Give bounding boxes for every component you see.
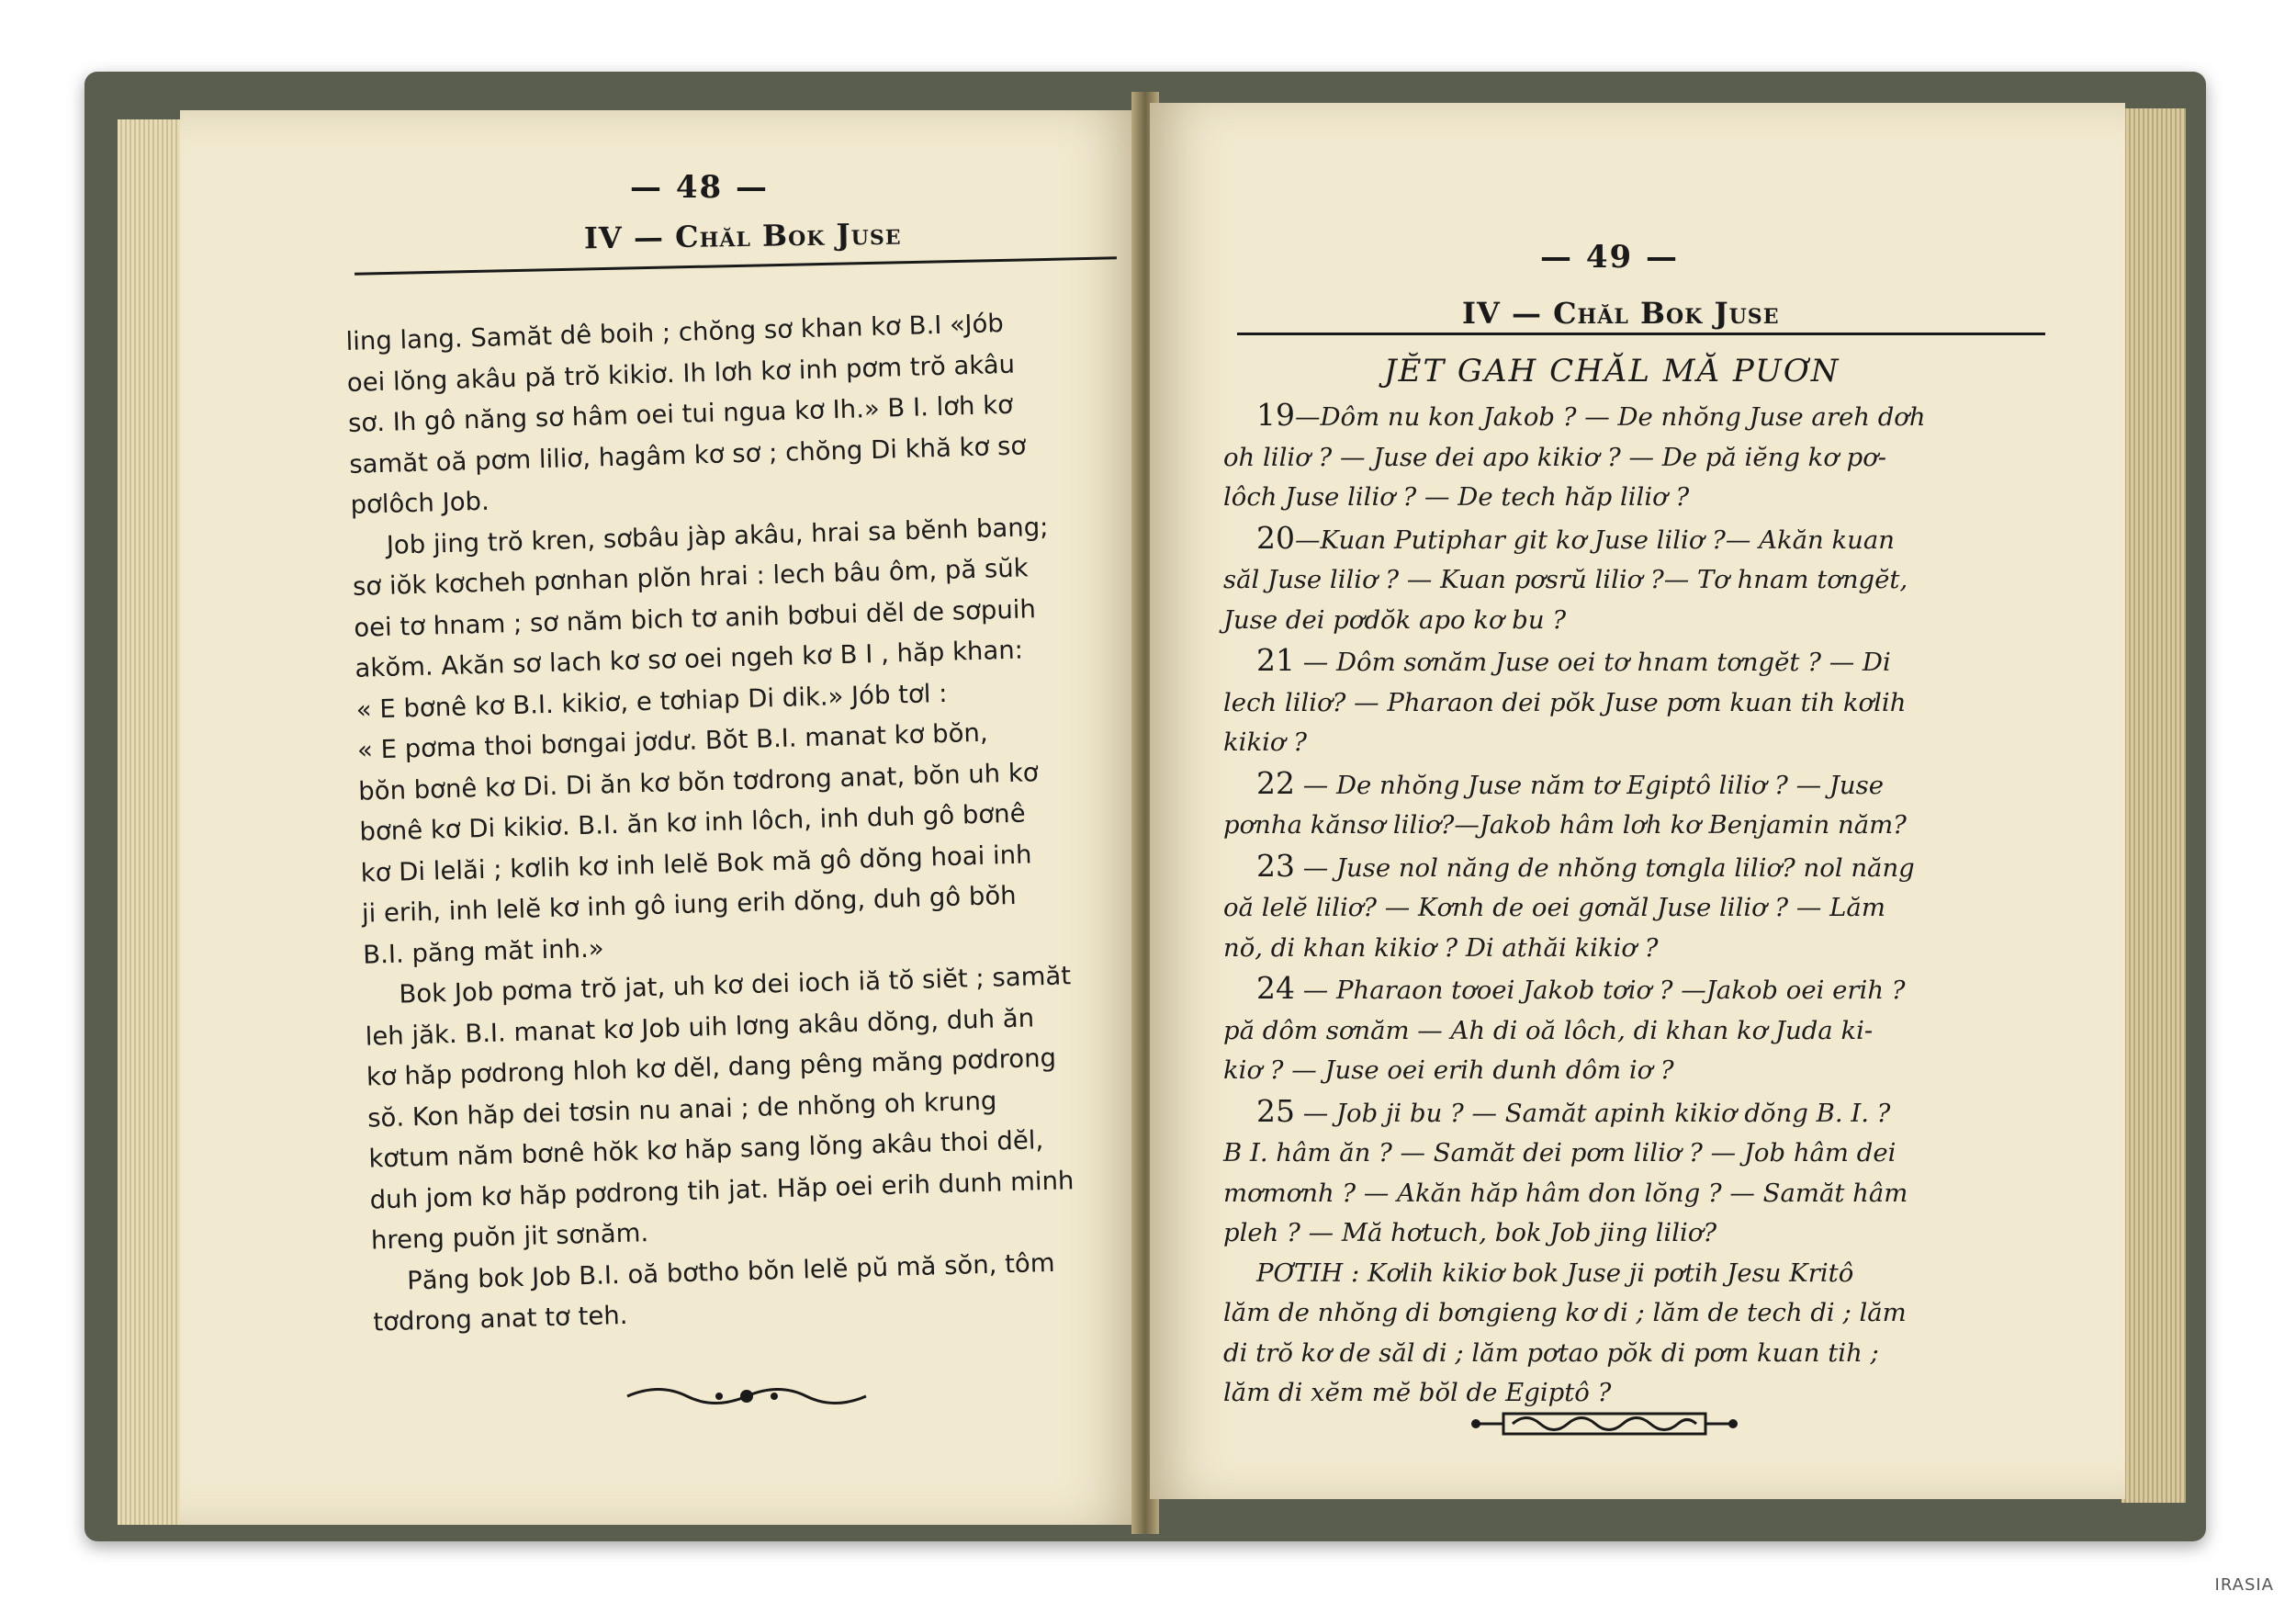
text-line: bơnê kơ Di kikiơ. B.I. ăn kơ inh lôch, inh duh gô bơnê [359, 798, 1026, 847]
ornament-divider [1467, 1403, 1742, 1445]
question-line: pleh ? — Mă hơtuch, bok Job jing liliơ? [1223, 1218, 1717, 1247]
header-rule [1237, 333, 2045, 335]
text-line: ji erih, inh lelĕ kơ inh gô iung erih dŏng, duh gô bŏh [361, 880, 1018, 929]
question-line: oh liliơ ? — Juse dei apo kikiơ ? — De pă iĕng kơ pơ- [1223, 442, 1887, 472]
text-line: sơ. Ih gô năng sơ hâm oei tui ngua kơ Ih.» B I. lơh kơ [347, 389, 1014, 438]
body-text [1223, 395, 2068, 1414]
text-line: Păng bok Job B.I. oă bơtho bŏn lelĕ pŭ mă sŏn, tôm [406, 1247, 1055, 1296]
text-line: samăt oă pơm liliơ, hagâm kơ sơ ; chŏng Di khă kơ sơ [348, 430, 1027, 479]
text-line: hreng puŏn jit sơnăm. [370, 1218, 649, 1256]
section-title: JĔT GAH CHĂL MĂ PUƠN [1384, 353, 1840, 389]
text-line: Bok Job pơma trŏ jat, uh kơ dei ioch iă tŏ siĕt ; samăt [399, 961, 1072, 1010]
question-line: 25 — Job ji bu ? — Samăt apinh kikiơ dŏng B. I. ? [1256, 1092, 1891, 1129]
right-page [1150, 103, 2125, 1499]
page-number: — 48 — [630, 169, 769, 206]
question-line: PƠTIH : Kơlih kikiơ bok Juse ji pơtih Jesu Kritô [1256, 1258, 1854, 1288]
running-head: IV — Chăl Bok Juse [1462, 296, 1780, 331]
question-line: săl Juse liliơ ? — Kuan pơsrŭ liliơ ?— Tơ hnam tơngĕt, [1223, 565, 1908, 594]
text-line: « E pơma thoi bơngai jơdư. Bŏt B.I. manat kơ bŏn, [356, 717, 989, 765]
question-line: kiơ ? — Juse oei erih dunh dôm iơ ? [1223, 1055, 1674, 1085]
text-line: bŏn bơnê kơ Di. Di ăn kơ bŏn tơdrong anat, bŏn uh kơ [357, 757, 1040, 806]
question-line: pơnha kănsơ liliơ?—Jakob hâm lơh kơ Benjamin năm? [1223, 810, 1907, 840]
page-number: — 49 — [1540, 239, 1679, 276]
running-head: IV — Chăl Bok Juse [583, 216, 902, 256]
text-line: kơ hăp pơdrong hloh kơ dĕl, dang pêng măng pơdrong [366, 1043, 1057, 1092]
text-line: leh jăk. B.I. manat kơ Job uih lơng akâu dŏng, duh ăn [365, 1002, 1035, 1052]
question-line: nŏ, di khan kikiơ ? Di athăi kikiơ ? [1223, 932, 1659, 963]
question-line: oă lelĕ liliơ? — Kơnh de oei gơnăl Juse liliơ ? — Lăm [1223, 893, 1885, 922]
text-line: duh jom kơ hăp pơdrong tih jat. Hăp oei erih dunh minh [369, 1165, 1075, 1215]
watermark-label: IRASIA [2214, 1575, 2274, 1595]
question-line: kikiơ ? [1223, 728, 1307, 757]
question-line: lech liliơ? — Pharaon dei pŏk Juse pơm kuan tih kơlih [1223, 687, 1907, 717]
ornament-divider [623, 1378, 871, 1415]
question-line: lôch Juse liliơ ? — De tech hăp liliơ ? [1223, 482, 1690, 512]
question-line: 22 — De nhŏng Juse năm tơ Egiptô liliơ ? — Juse [1256, 764, 1884, 801]
text-line: ling lang. Samăt dê boih ; chŏng sơ khan kơ B.I «Jób [345, 308, 1005, 356]
question-line: 24 — Pharaon tơoei Jakob tơiơ ? —Jakob oei erih ? [1256, 970, 1906, 1006]
question-line: B I. hâm ăn ? — Samăt dei pơm liliơ ? — Job hâm dei [1223, 1138, 1896, 1167]
text-line: kơtum năm bơnê hŏk kơ hăp sang lŏng akâu thoi dĕl, [368, 1125, 1044, 1174]
page-edges-right [2122, 108, 2186, 1503]
text-line: oei tơ hnam ; sơ năm bich tơ anih bơbui dĕl de sơpuih [353, 593, 1037, 643]
text-line: sơ iŏk kơcheh pơnhan plŏn hrai : lech bâu ôm, pă sŭk [352, 553, 1030, 602]
question-line: pă dôm sơnăm — Ah di oă lôch, di khan kơ Juda ki- [1223, 1015, 1874, 1045]
text-line: oei lŏng akâu pă trŏ kikiơ. Ih lơh kơ inh pơm trŏ akâu [346, 349, 1016, 398]
question-line: di trŏ kơ de săl di ; lăm pơtao pŏk di pơm kuan tih ; [1223, 1337, 1879, 1368]
question-line: 20—Kuan Putiphar git kơ Juse liliơ ?— Akăn kuan [1256, 519, 1895, 556]
text-line: Job jing trŏ kren, sơbâu jàp akâu, hrai sa bĕnh bang; [386, 512, 1049, 560]
left-page [180, 110, 1140, 1525]
question-line: 23 — Juse nol năng de nhŏng tơngla liliơ? nol năng [1256, 847, 1915, 884]
question-line: 21 — Dôm sơnăm Juse oei tơ hnam tơngĕt ? — Di [1256, 642, 1891, 678]
question-line: Juse dei pơdŏk apo kơ bu ? [1223, 604, 1567, 635]
question-line: lăm di xĕm mĕ bŏl de Egiptô ? [1223, 1378, 1612, 1407]
question-line: 19—Dôm nu kon Jakob ? — De nhŏng Juse areh dơh [1256, 397, 1926, 433]
text-line: pơlôch Job. [350, 486, 490, 520]
header-rule [355, 256, 1117, 275]
question-line: mơmơnh ? — Akăn hăp hâm don lŏng ? — Samăt hâm [1223, 1178, 1908, 1208]
body-text [345, 300, 1136, 1343]
text-line: akŏm. Akăn sơ lach kơ sơ oei ngeh kơ B I , hăp khan: [355, 635, 1024, 683]
text-line: tơdrong anat tơ teh. [372, 1300, 628, 1337]
text-line: B.I. păng măt inh.» [362, 932, 604, 970]
text-line: « E bơnê kơ B.I. kikiơ, e tơhiap Di dik.» Jób tơl : [355, 678, 948, 725]
text-line: kơ Di lelăi ; kơlih kơ inh lelĕ Bok mă gô dŏng hoai inh [360, 839, 1032, 888]
question-line: lăm de nhŏng di bơngieng kơ di ; lăm de tech di ; lăm [1223, 1298, 1907, 1327]
text-line: sŏ. Kon hăp dei tơsin nu anai ; de nhŏng oh krung [366, 1086, 997, 1134]
